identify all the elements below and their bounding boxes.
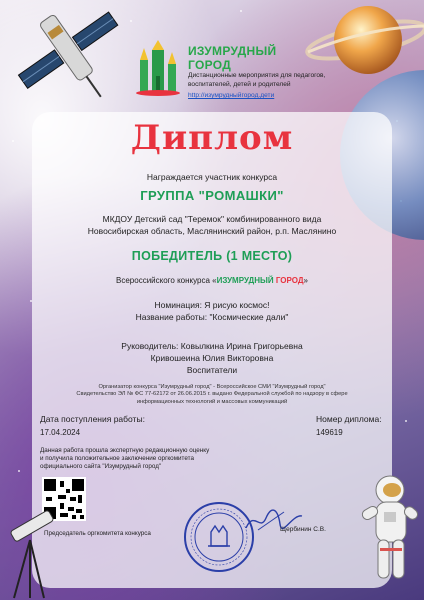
review-note-line2: и получила положительное заключение оргкомитета [40, 455, 194, 462]
brand-url-link[interactable]: http://изумрудныйгород.дети [188, 92, 275, 99]
leaders-block [0, 340, 424, 376]
work-title: Название работы: "Космические дали" [135, 312, 289, 322]
contest-name-red: ГОРОД [275, 276, 304, 285]
satellite-illustration [0, 0, 150, 130]
date-value: 17.04.2024 [40, 428, 81, 437]
leader-role: Воспитатели [186, 365, 238, 375]
organizer-line2: Свидетельство ЭЛ № ФС 77-62172 от 26.06.2015 г. выдано Федеральной службой по надзору в сфере [76, 391, 348, 398]
chair-name: Щербинин С.В. [280, 526, 326, 533]
contest-name-green: ИЗУМРУДНЫЙ [216, 276, 274, 285]
contest-prefix: Всероссийского конкурса « [116, 276, 217, 285]
review-note-line1: Данная работа прошла экспертную редакционную оценку [40, 447, 210, 454]
awarded-text: Награждается участник конкурса [146, 172, 278, 182]
participant-name: ГРУППА "РОМАШКИ" [140, 188, 284, 203]
nomination-block [0, 299, 424, 323]
astronaut-illustration [352, 470, 424, 590]
organization-line2: Новосибирская область, Маслянинский район, р.п. Маслянино [87, 226, 337, 236]
nomination: Номинация: Я рисую космос! [154, 300, 270, 310]
diploma-number-label: Номер диплома: [316, 414, 382, 424]
date-label: Дата поступления работы: [40, 414, 145, 424]
brand-name-line2: ГОРОД [188, 58, 232, 72]
organization-line1: МКДОУ Детский сад "Теремок" комбинированного вида [102, 214, 322, 224]
chair-label: Председатель оргкомитета конкурса [44, 530, 151, 537]
contest-suffix: » [303, 276, 308, 285]
result-title: ПОБЕДИТЕЛЬ (1 МЕСТО) [131, 249, 293, 263]
diploma-number-value: 149619 [316, 428, 343, 437]
emerald-city-logo [134, 40, 182, 96]
brand-name-line1: ИЗУМРУДНЫЙ [188, 44, 277, 58]
brand-name [188, 44, 276, 72]
brand-subtitle: Дистанционные мероприятия для педагогов, воспитателей, детей и родителей [188, 72, 326, 88]
leader-line2: Кривошеина Юлия Викторовна [150, 353, 274, 363]
organizer-line1: Организатор конкурса "Изумрудный город" - Всероссийское СМИ "Изумрудный город" [98, 384, 326, 390]
organizer-info [54, 384, 370, 406]
diploma-title: Диплом [130, 118, 294, 158]
review-note [40, 447, 220, 471]
leader-line1: Руководитель: Ковылкина Ирина Григорьевна [121, 341, 303, 351]
review-note-line3: официального сайта "Изумрудный город" [40, 463, 162, 470]
contest-line [0, 276, 424, 285]
organization [40, 213, 384, 237]
organizer-line3: информационных технологий и массовых коммуникаций [136, 398, 288, 405]
telescope-illustration [0, 500, 60, 600]
